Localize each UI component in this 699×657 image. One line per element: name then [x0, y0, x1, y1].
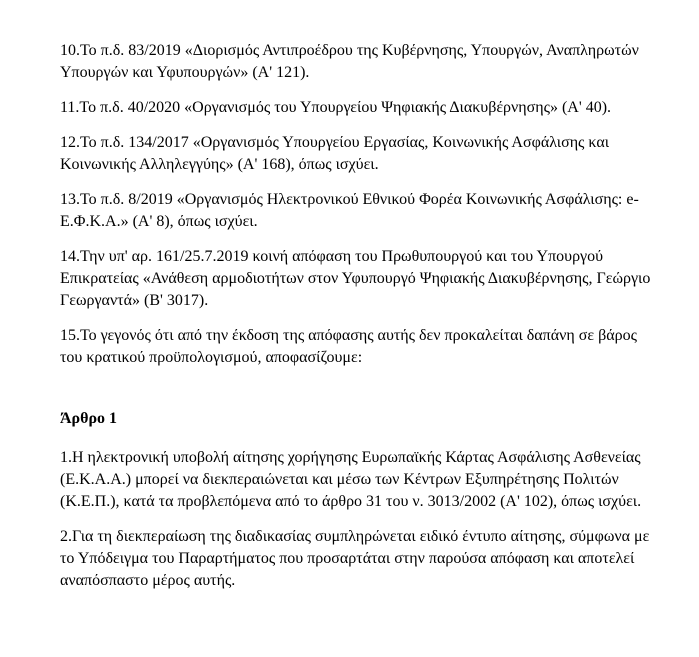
article-1-heading: Άρθρο 1: [60, 410, 118, 427]
preamble-paragraph-14: 14.Την υπ' αρ. 161/25.7.2019 κοινή απόφαση του Πρωθυπουργού και του Υπουργού Επικρατείας «Ανάθεση αρμοδιοτήτων στον Υφυπουργό Ψηφιακής Διακυβέρνησης, Γεώργιο Γεωργαντά» (Β' 3017).: [60, 248, 651, 309]
preamble-paragraph-13: 13.Το π.δ. 8/2019 «Οργανισμός Ηλεκτρονικού Εθνικού Φορέα Κοινωνικής Ασφάλισης: e- Ε.Φ.Κ.Α.» (Α' 8), όπως ισχύει.: [60, 191, 639, 230]
article-1-paragraph-1: 1.Η ηλεκτρονική υποβολή αίτησης χορήγησης Ευρωπαϊκής Κάρτας Ασφάλισης Ασθενείας (Ε.Κ.Α.Α.) μπορεί να διεκπεραιώνεται και μέσω των Κέντρων Εξυπηρέτησης Πολιτών (Κ.Ε.Π.), κατά τα προβλεπόμενα από το άρθρο 31 του ν. 3013/2002 (Α' 102), όπως ισχύει.: [60, 449, 642, 510]
preamble-paragraph-10: 10.Το π.δ. 83/2019 «Διορισμός Αντιπροέδρου της Κυβέρνησης, Υπουργών, Αναπληρωτών Υπουργών και Υφυπουργών» (Α' 121).: [60, 42, 639, 81]
preamble-paragraph-12: 12.Το π.δ. 134/2017 «Οργανισμός Υπουργείου Εργασίας, Κοινωνικής Ασφάλισης και Κοινωνικής Αλληλεγγύης» (Α' 168), όπως ισχύει.: [60, 134, 609, 173]
preamble-paragraph-11: 11.Το π.δ. 40/2020 «Οργανισμός του Υπουργείου Ψηφιακής Διακυβέρνησης» (Α' 40).: [60, 99, 612, 116]
preamble-paragraph-15: 15.Το γεγονός ότι από την έκδοση της απόφασης αυτής δεν προκαλείται δαπάνη σε βάρος του κρατικού προϋπολογισμού, αποφασίζουμε:: [60, 327, 637, 366]
article-1-paragraph-2: 2.Για τη διεκπεραίωση της διαδικασίας συμπληρώνεται ειδικό έντυπο αίτησης, σύμφωνα με το Υπόδειγμα του Παραρτήματος που προσαρτάται στην παρούσα απόφαση και αποτελεί αναπόσπαστο μέρος αυτής.: [60, 528, 650, 589]
